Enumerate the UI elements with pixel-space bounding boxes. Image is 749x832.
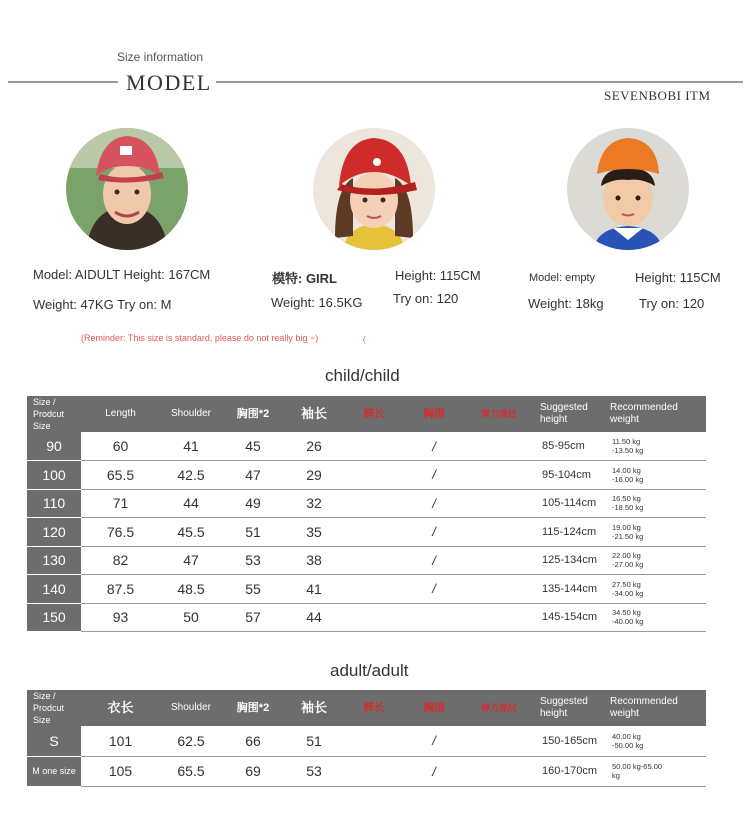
suggested-height-cell: 85-95cm <box>534 432 604 461</box>
recommended-weight-cell <box>604 546 706 575</box>
measurement-cell: 49 <box>222 489 284 518</box>
weight-line: -40.00 kg <box>612 617 644 627</box>
size-cell: 130 <box>27 546 81 575</box>
measurement-cell: 60 <box>81 432 160 461</box>
recommended-weight-cell <box>604 432 706 461</box>
measurement-cell: 66 <box>222 726 284 756</box>
measurement-cell <box>464 461 534 490</box>
measurement-cell: 35 <box>284 518 344 547</box>
measurement-cell <box>464 575 534 604</box>
size-cell: 120 <box>27 518 81 547</box>
measurement-cell: 38 <box>284 546 344 575</box>
measurement-cell <box>464 518 534 547</box>
weight-line: 14.00 kg <box>612 465 641 475</box>
girl-model-weight: Weight: 16.5KG <box>271 295 363 310</box>
measurement-cell: 29 <box>284 461 344 490</box>
size-cell: M one size <box>27 756 81 786</box>
weight-line: 19.00 kg <box>612 522 641 532</box>
weight-line: -27.00 kg <box>612 560 644 570</box>
weight-line: 22.00 kg <box>612 551 641 561</box>
col-size: Size / Prodcut Size <box>27 396 81 432</box>
col-sleeve: 袖长 <box>284 690 344 726</box>
child-header-row <box>27 396 706 432</box>
page-title: MODEL <box>126 70 212 95</box>
measurement-cell: 93 <box>81 603 160 632</box>
col-length: Length <box>81 396 160 432</box>
recommended-weight-cell <box>604 726 706 756</box>
col-elastic: 弹力涤纹 <box>464 690 534 726</box>
col-recommended-weight: Recommended weight <box>604 690 706 726</box>
col-chest-x2: 胸围*2 <box>222 396 284 432</box>
chest-cell: / <box>404 756 464 786</box>
chest-cell: / <box>404 575 464 604</box>
girl-model-label: 模特: GIRL <box>272 271 337 286</box>
size-cell: S <box>27 726 81 756</box>
measurement-cell: 41 <box>284 575 344 604</box>
measurement-cell: 65.5 <box>81 461 160 490</box>
chest-cell: / <box>404 546 464 575</box>
boy-model-tryon: Try on: 120 <box>639 296 705 311</box>
chest-cell: / <box>404 461 464 490</box>
measurement-cell: 87.5 <box>81 575 160 604</box>
adult-header-row <box>27 690 706 726</box>
recommended-weight-cell <box>604 461 706 490</box>
table-row <box>27 603 706 632</box>
adult-size-table <box>27 690 706 787</box>
measurement-cell <box>344 726 404 756</box>
col-chest-x2: 胸围*2 <box>222 690 284 726</box>
measurement-cell <box>344 546 404 575</box>
boy-model-weight: Weight: 18kg <box>528 296 604 311</box>
measurement-cell: 53 <box>222 546 284 575</box>
measurement-cell: 44 <box>284 603 344 632</box>
chest-cell: / <box>404 726 464 756</box>
measurement-cell <box>344 756 404 786</box>
measurement-cell <box>344 432 404 461</box>
col-chest: 胸围 <box>404 396 464 432</box>
brand-name: SEVENBOBI ITM <box>604 88 711 103</box>
recommended-weight-cell <box>604 518 706 547</box>
model-photo-boy <box>567 128 689 250</box>
reminder-mark: ( <box>363 335 366 344</box>
measurement-cell: 57 <box>222 603 284 632</box>
model-photo-girl <box>313 128 435 250</box>
suggested-height-cell: 135-144cm <box>534 575 604 604</box>
chest-cell <box>404 603 464 632</box>
measurement-cell: 51 <box>222 518 284 547</box>
model-photo-adult <box>66 128 188 250</box>
boy-model-height: Height: 115CM <box>635 270 721 285</box>
recommended-weight-cell <box>604 575 706 604</box>
adult-model-info: Model: AIDULT Height: 167CM <box>33 267 211 282</box>
col-shoulder: Shoulder <box>160 690 222 726</box>
header-rule-right <box>216 81 743 83</box>
measurement-cell <box>344 489 404 518</box>
measurement-cell: 101 <box>81 726 160 756</box>
weight-line: -21.50 kg <box>612 531 644 541</box>
weight-line: -34.00 kg <box>612 588 644 598</box>
adult-model-weight: Weight: 47KG Try on: M <box>33 297 172 312</box>
col-garment-length: 衣长 <box>81 690 160 726</box>
suggested-height-cell: 95-104cm <box>534 461 604 490</box>
size-cell: 150 <box>27 603 81 632</box>
table-row <box>27 575 706 604</box>
measurement-cell: 32 <box>284 489 344 518</box>
suggested-height-cell: 145-154cm <box>534 603 604 632</box>
weight-line: kg <box>612 771 620 780</box>
size-cell: 100 <box>27 461 81 490</box>
measurement-cell: 62.5 <box>160 726 222 756</box>
boy-model-label: Model: empty <box>529 272 596 284</box>
measurement-cell <box>464 603 534 632</box>
recommended-weight-cell <box>604 756 706 786</box>
weight-line: 50.00 kg-65.00 <box>612 762 663 771</box>
chest-cell: / <box>404 432 464 461</box>
measurement-cell: 76.5 <box>81 518 160 547</box>
measurement-cell: 47 <box>160 546 222 575</box>
table-row <box>27 756 706 786</box>
weight-line: 40.00 kg <box>612 731 641 741</box>
table-row <box>27 726 706 756</box>
girl-model-tryon: Try on: 120 <box>393 291 459 306</box>
size-information-label: Size information <box>117 50 204 64</box>
chest-cell: / <box>404 518 464 547</box>
child-size-table <box>27 396 706 632</box>
measurement-cell: 65.5 <box>160 756 222 786</box>
suggested-height-cell: 150-165cm <box>534 726 604 756</box>
measurement-cell <box>464 489 534 518</box>
suggested-height-cell: 125-134cm <box>534 546 604 575</box>
col-pants-length: 裤长 <box>344 690 404 726</box>
size-reminder-note: (Reminder: This size is standard, please do not really big ~) <box>81 333 319 343</box>
suggested-height-cell: 105-114cm <box>534 489 604 518</box>
recommended-weight-cell <box>604 603 706 632</box>
col-shoulder: Shoulder <box>160 396 222 432</box>
measurement-cell: 42.5 <box>160 461 222 490</box>
suggested-height-cell: 160-170cm <box>534 756 604 786</box>
measurement-cell <box>344 575 404 604</box>
measurement-cell <box>344 603 404 632</box>
measurement-cell <box>464 432 534 461</box>
chest-cell: / <box>404 489 464 518</box>
weight-line: 27.50 kg <box>612 579 641 589</box>
adult-section-title: adult/adult <box>330 661 409 680</box>
table-row <box>27 461 706 490</box>
col-sleeve: 袖长 <box>284 396 344 432</box>
size-cell: 110 <box>27 489 81 518</box>
recommended-weight-cell <box>604 489 706 518</box>
suggested-height-cell: 115-124cm <box>534 518 604 547</box>
weight-line: 11.50 kg <box>612 437 641 446</box>
measurement-cell: 47 <box>222 461 284 490</box>
child-section-title: child/child <box>325 366 400 385</box>
measurement-cell: 41 <box>160 432 222 461</box>
size-cell: 140 <box>27 575 81 604</box>
table-row <box>27 518 706 547</box>
measurement-cell: 51 <box>284 726 344 756</box>
weight-line: 16.50 kg <box>612 494 641 504</box>
measurement-cell: 71 <box>81 489 160 518</box>
size-cell: 90 <box>27 432 81 461</box>
measurement-cell: 105 <box>81 756 160 786</box>
measurement-cell: 82 <box>81 546 160 575</box>
table-row <box>27 432 706 461</box>
weight-line: -50.00 kg <box>612 740 644 750</box>
weight-line: -13.50 kg <box>612 446 644 455</box>
measurement-cell <box>464 756 534 786</box>
measurement-cell: 53 <box>284 756 344 786</box>
measurement-cell: 69 <box>222 756 284 786</box>
col-size: Size / Prodcut Size <box>27 690 81 726</box>
measurement-cell: 44 <box>160 489 222 518</box>
measurement-cell <box>344 518 404 547</box>
measurement-cell: 45 <box>222 432 284 461</box>
col-recommended-weight: Recommended weight <box>604 396 706 432</box>
col-chest: 胸围 <box>404 690 464 726</box>
table-row <box>27 546 706 575</box>
col-suggested-height: Suggested height <box>534 396 604 432</box>
col-pants-length: 裤长 <box>344 396 404 432</box>
measurement-cell: 48.5 <box>160 575 222 604</box>
weight-line: -18.50 kg <box>612 503 644 513</box>
measurement-cell <box>464 726 534 756</box>
measurement-cell: 26 <box>284 432 344 461</box>
table-row <box>27 489 706 518</box>
header-rule-left <box>8 81 118 83</box>
measurement-cell: 55 <box>222 575 284 604</box>
measurement-cell <box>344 461 404 490</box>
girl-model-height: Height: 115CM <box>395 268 481 283</box>
measurement-cell: 45.5 <box>160 518 222 547</box>
weight-line: -16.00 kg <box>612 474 644 484</box>
col-suggested-height: Suggested height <box>534 690 604 726</box>
measurement-cell: 50 <box>160 603 222 632</box>
col-elastic: 弹力涤纹 <box>464 396 534 432</box>
measurement-cell <box>464 546 534 575</box>
weight-line: 34.50 kg <box>612 608 641 618</box>
